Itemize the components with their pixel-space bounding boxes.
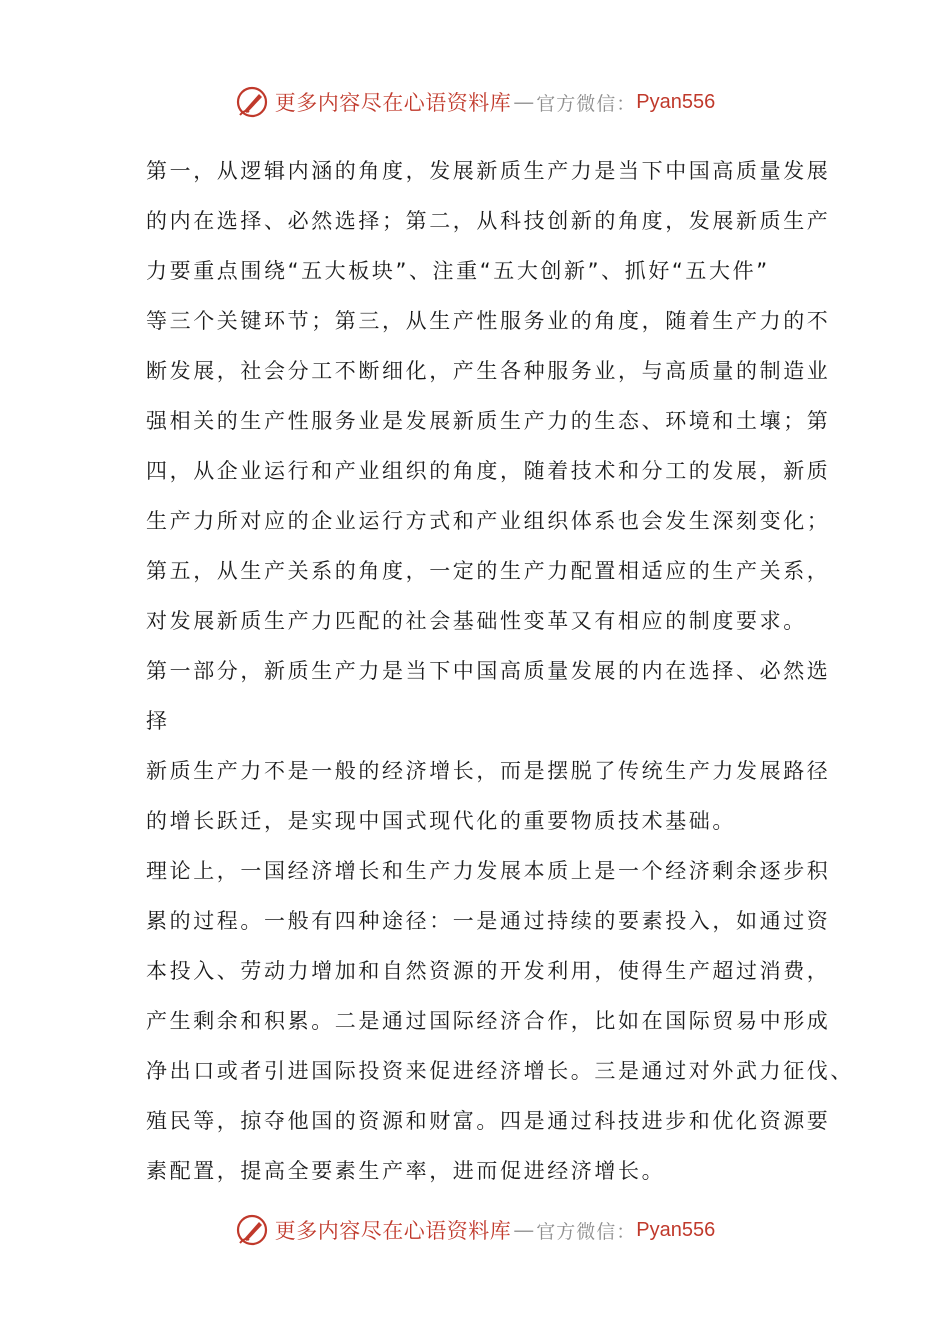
brand-text: 更多内容尽在心语资料库 bbox=[274, 1219, 512, 1243]
text-line: 素配置，提高全要素生产率，进而促进经济增长。 bbox=[146, 1159, 666, 1183]
header-watermark bbox=[0, 82, 950, 122]
text-line: 累的过程。一般有四种途径：一是通过持续的要素投入，如通过资 bbox=[146, 909, 831, 933]
text-line: 力要重点围绕“五大板块”、注重“五大创新”、抓好“五大件” bbox=[146, 259, 770, 283]
text-line: 强相关的生产性服务业是发展新质生产力的生态、环境和土壤；第 bbox=[146, 409, 831, 433]
section-heading-line: 择 bbox=[146, 709, 170, 733]
contact-label: 官方微信： bbox=[536, 1220, 637, 1243]
text-line: 第五，从生产关系的角度，一定的生产力配置相适应的生产关系， bbox=[146, 559, 831, 583]
footer-watermark bbox=[0, 1210, 950, 1250]
contact-label: 官方微信： bbox=[536, 92, 637, 115]
brand-text: 更多内容尽在心语资料库 bbox=[274, 91, 512, 115]
text-line: 净出口或者引进国际投资来促进经济增长。三是通过对外武力征伐、 bbox=[146, 1059, 854, 1083]
text-line: 等三个关键环节；第三，从生产性服务业的角度，随着生产力的不 bbox=[146, 309, 831, 333]
text-line: 生产力所对应的企业运行方式和产业组织体系也会发生深刻变化； bbox=[146, 509, 831, 533]
text-line: 四，从企业运行和产业组织的角度，随着技术和分工的发展，新质 bbox=[146, 459, 831, 483]
separator: — bbox=[513, 90, 535, 114]
text-line: 理论上，一国经济增长和生产力发展本质上是一个经济剩余逐步积 bbox=[146, 859, 831, 883]
text-line: 产生剩余和积累。二是通过国际经济合作，比如在国际贸易中形成 bbox=[146, 1009, 831, 1033]
text-line: 断发展，社会分工不断细化，产生各种服务业，与高质量的制造业 bbox=[146, 359, 831, 383]
text-line: 对发展新质生产力匹配的社会基础性变革又有相应的制度要求。 bbox=[146, 609, 807, 633]
quill-logo-icon bbox=[235, 85, 269, 119]
contact-id: Pyan556 bbox=[636, 90, 716, 113]
text-line: 新质生产力不是一般的经济增长，而是摆脱了传统生产力发展路径 bbox=[146, 759, 831, 783]
document-body bbox=[146, 146, 854, 1196]
section-heading-line: 第一部分，新质生产力是当下中国高质量发展的内在选择、必然选 bbox=[146, 659, 831, 683]
quill-logo-icon bbox=[235, 1213, 269, 1247]
text-line: 第一，从逻辑内涵的角度，发展新质生产力是当下中国高质量发展 bbox=[146, 159, 831, 183]
contact-id: Pyan556 bbox=[636, 1218, 716, 1241]
text-line: 殖民等，掠夺他国的资源和财富。四是通过科技进步和优化资源要 bbox=[146, 1109, 831, 1133]
text-line: 的内在选择、必然选择；第二，从科技创新的角度，发展新质生产 bbox=[146, 209, 831, 233]
separator: — bbox=[513, 1218, 535, 1242]
text-line: 本投入、劳动力增加和自然资源的开发利用，使得生产超过消费， bbox=[146, 959, 831, 983]
text-line: 的增长跃迁，是实现中国式现代化的重要物质技术基础。 bbox=[146, 809, 736, 833]
